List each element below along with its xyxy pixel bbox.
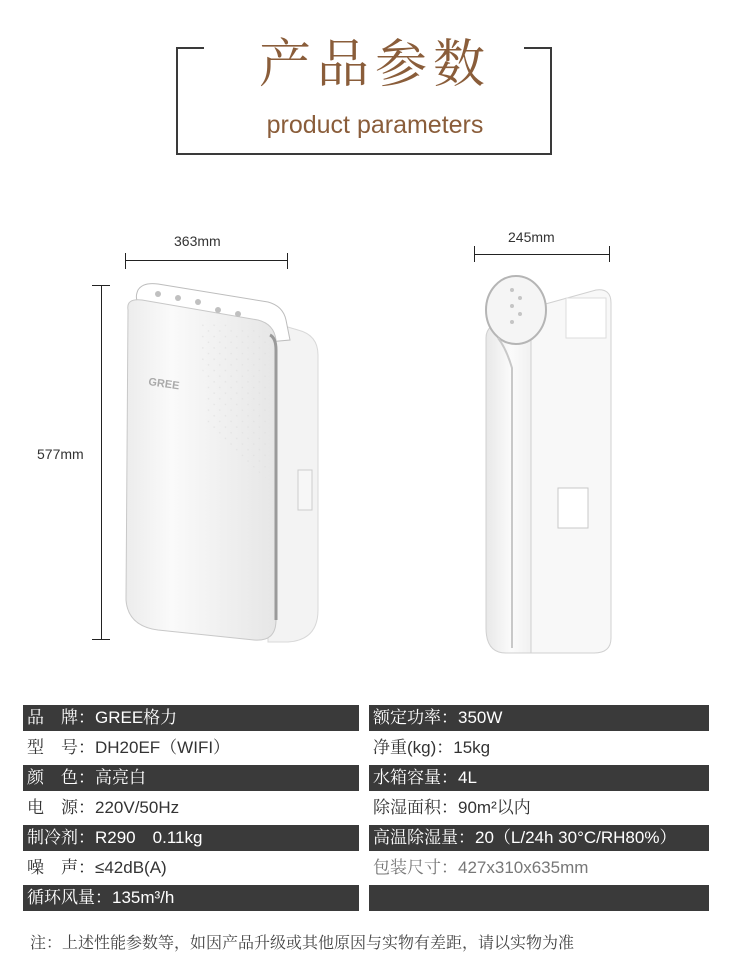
spec-left: 电 源：220V/50Hz bbox=[23, 795, 359, 821]
spec-right bbox=[369, 885, 709, 911]
spec-row bbox=[23, 855, 709, 881]
page-subtitle: product parameters bbox=[266, 111, 484, 139]
spec-right: 除湿面积：90m²以内 bbox=[369, 795, 709, 821]
front-width-label: 363mm bbox=[174, 233, 221, 249]
spec-right: 额定功率：350W bbox=[369, 705, 709, 731]
side-depth-line bbox=[474, 254, 610, 255]
spec-row bbox=[23, 825, 709, 851]
spec-row bbox=[23, 795, 709, 821]
dehumidifier-front-image bbox=[118, 280, 328, 650]
spec-row bbox=[23, 735, 709, 761]
spec-left: 型 号：DH20EF（WIFI） bbox=[23, 735, 359, 761]
side-depth-label: 245mm bbox=[508, 229, 555, 245]
spec-right: 高温除湿量：20（L/24h 30°C/RH80%） bbox=[369, 825, 709, 851]
footnote: 注：上述性能参数等，如因产品升级或其他原因与实物有差距，请以实物为准 bbox=[30, 935, 575, 952]
spec-right: 净重(kg)：15kg bbox=[369, 735, 709, 761]
spec-left: 品 牌：GREE格力 bbox=[23, 705, 359, 731]
spec-right: 包装尺寸：427x310x635mm bbox=[369, 855, 709, 881]
spec-left: 制冷剂：R290 0.11kg bbox=[23, 825, 359, 851]
front-height-line bbox=[101, 285, 102, 639]
front-width-line bbox=[125, 260, 288, 261]
spec-left: 噪 声：≤42dB(A) bbox=[23, 855, 359, 881]
spec-left: 循环风量：135m³/h bbox=[23, 885, 359, 911]
spec-row bbox=[23, 705, 709, 731]
gree-logo: GREE bbox=[147, 376, 181, 393]
spec-right: 水箱容量：4L bbox=[369, 765, 709, 791]
front-height-label: 577mm bbox=[37, 446, 84, 462]
spec-left: 颜 色：高亮白 bbox=[23, 765, 359, 791]
dehumidifier-side-image bbox=[476, 268, 626, 658]
page-title: 产品参数 bbox=[258, 35, 491, 95]
spec-row bbox=[23, 885, 709, 911]
spec-row bbox=[23, 765, 709, 791]
